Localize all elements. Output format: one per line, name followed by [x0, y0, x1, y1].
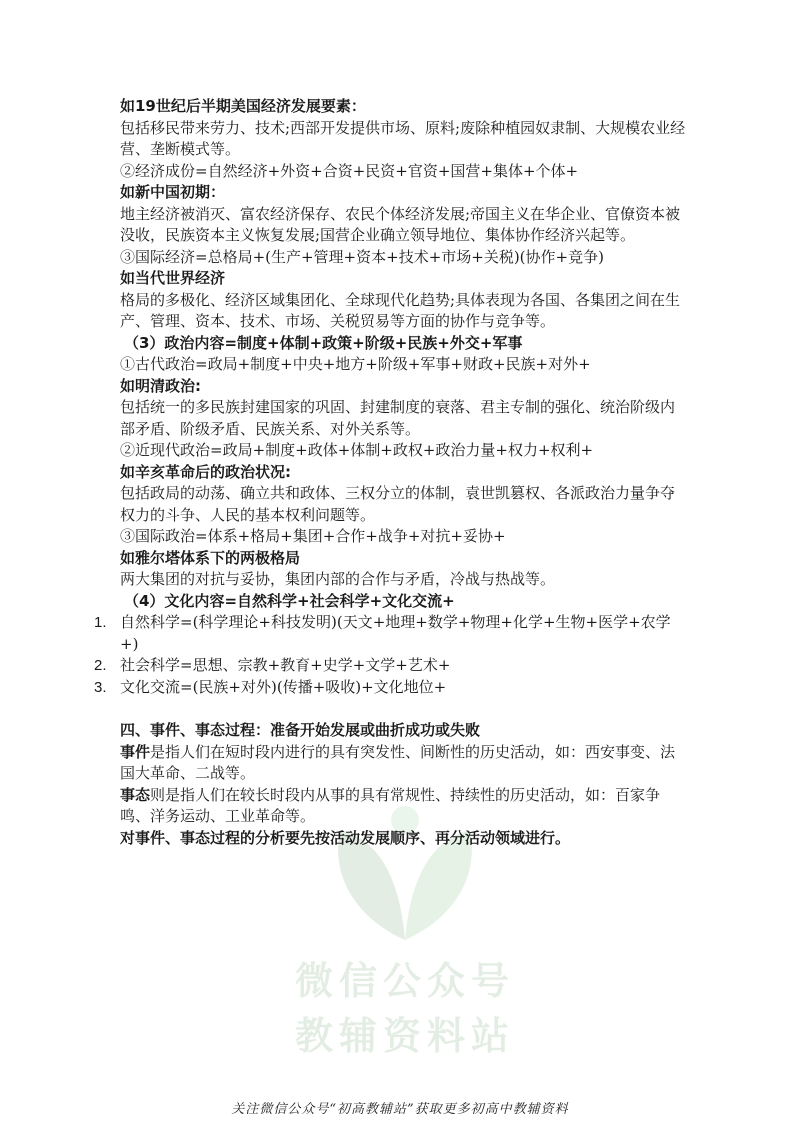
event-definition-text: 是指人们在短时段内进行的具有突发性、间断性的历史活动，如：西安事变、法国大革命、二战等。 [120, 742, 676, 782]
formula-economic-components: ②经济成份=自然经济+外资+合资+民资+官资+国营+集体+个体+ [120, 161, 579, 180]
paragraph-xinhai: 包括政局的动荡、确立共和政体、三权分立的体制，袁世凯篡权、各派政治力量争夺权力的斗争、人民的基本权利问题等。 [120, 484, 676, 524]
list-number: 3. [94, 678, 107, 696]
paragraph-us-economy: 包括移民带来劳力、技术;西部开发提供市场、原料;废除种植园奴隶制、大规模农业经营、垄断模式等。 [120, 118, 686, 158]
paragraph-analysis-method: 对事件、事态过程的分析要先按活动发展顺序、再分活动领域进行。 [120, 828, 571, 847]
paragraph-ming-qing: 包括统一的多民族封建国家的巩固、封建制度的衰落、君主专制的强化、统治阶级内部矛盾、阶级矛盾、民族关系、对外关系等。 [120, 398, 676, 438]
term-event: 事件 [120, 742, 151, 761]
example-heading-ming-qing: 如明清政治: [120, 376, 201, 395]
example-heading-us-economy: 如19世纪后半期美国经济发展要素： [120, 97, 366, 115]
watermark-line2: 教辅资料站 [294, 1014, 515, 1058]
example-heading-xinhai: 如辛亥革命后的政治状况: [120, 462, 291, 481]
list-item [94, 612, 688, 655]
paragraph-new-china: 地主经济被消灭、富农经济保存、农民个体经济发展;帝国主义在华企业、官僚资本被没收，民族资本主义恢复发展;国营企业确立领导地位、集体协作经济兴起等。 [120, 204, 681, 244]
document-body [94, 96, 688, 849]
example-heading-contemporary-economy: 如当代世界经济 [120, 269, 226, 287]
term-situation: 事态 [120, 785, 151, 804]
section-heading-politics: （3）政治内容=制度+体制+政策+阶级+民族+外交+军事 [124, 333, 523, 352]
list-item-text: 自然科学=(科学理论+科技发明)(天文+地理+数学+物理+化学+生物+医学+农学+) [120, 613, 671, 653]
example-heading-new-china: 如新中国初期： [120, 183, 226, 201]
culture-list [94, 612, 688, 698]
list-number: 2. [94, 657, 107, 674]
list-item [94, 655, 688, 677]
formula-international-economy: ③国际经济=总格局+(生产+管理+资本+技术+市场+关税)(协作+竞争) [120, 247, 604, 266]
situation-definition-text: 则是指人们在较长时段内从事的具有常规性、持续性的历史活动，如：百家争鸣、洋务运动、工业革命等。 [120, 785, 661, 825]
paragraph-situation-definition [120, 785, 688, 828]
example-heading-yalta: 如雅尔塔体系下的两极格局 [120, 548, 301, 567]
paragraph-yalta: 两大集团的对抗与妥协，集团内部的合作与矛盾，冷战与热战等。 [120, 570, 556, 588]
section-heading-culture: （4）文化内容=自然科学+社会科学+文化交流+ [124, 591, 455, 610]
formula-international-politics: ③国际政治=体系+格局+集团+合作+战争+对抗+妥协+ [120, 527, 506, 545]
page-footer: 关注微信公众号“初高教辅站”获取更多初高中教辅资料 [231, 1102, 569, 1117]
paragraph-event-definition [120, 742, 688, 785]
watermark-line1: 微信公众号 [294, 959, 515, 1003]
section-heading-events: 四、事件、事态过程：准备开始发展或曲折成功或失败 [120, 721, 481, 739]
spacer [120, 698, 688, 720]
list-item-text: 文化交流=(民族+对外)(传播+吸收)+文化地位+ [120, 677, 447, 696]
list-item [94, 677, 688, 699]
formula-ancient-politics: ①古代政治=政局+制度+中央+地方+阶级+军事+财政+民族+对外+ [120, 355, 591, 373]
formula-modern-politics: ②近现代政治=政局+制度+政体+体制+政权+政治力量+权力+权利+ [120, 441, 594, 459]
list-number: 1. [94, 614, 107, 631]
list-item-text: 社会科学=思想、宗教+教育+史学+文学+艺术+ [120, 656, 451, 674]
paragraph-contemporary-economy: 格局的多极化、经济区域集团化、全球现代化趋势;具体表现为各国、各集团之间在生产、管理、资本、技术、市场、关税贸易等方面的协作与竞争等。 [120, 290, 681, 330]
